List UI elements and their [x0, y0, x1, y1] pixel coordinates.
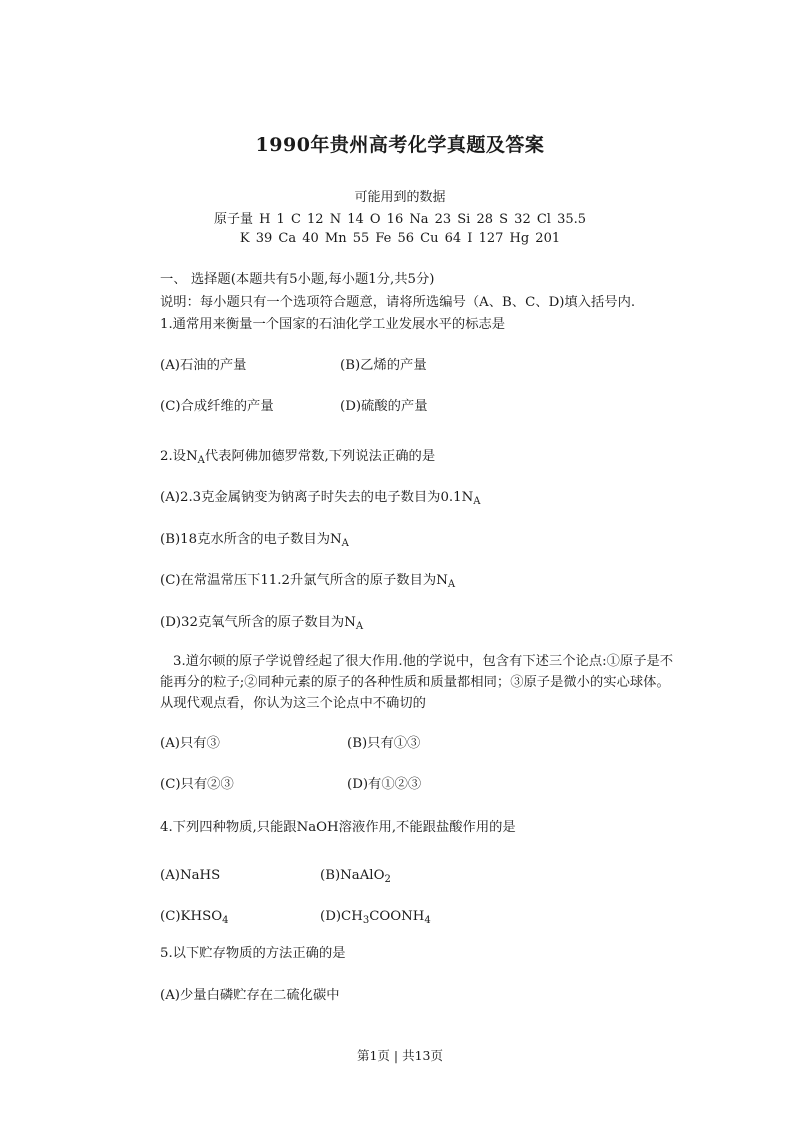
atomic-mass-row-2: K 39 Ca 40 Mn 55 Fe 56 Cu 64 I 127 Hg 201: [239, 231, 561, 246]
question-3-stem: 3.道尔顿的原子学说曾经起了很大作用.他的学说中，包含有下述三个论点:①原子是不能再分的粒子;②同种元素的原子的各种性质和质量都相同；③原子是微小的实心球体。从现代观点看，你认为这三个论点中不确切的: [160, 654, 674, 711]
section-instruction: 说明：每小题只有一个选项符合题意，请将所选编号（A、B、C、D)填入括号内.: [160, 295, 636, 310]
q2-option-d: (D)32克氧气所含的原子数目为$N_A$: [160, 615, 364, 632]
page-footer: 第1页 | 共13页: [356, 1048, 444, 1063]
q1-option-a: (A)石油的产量: [160, 358, 247, 373]
q4-option-c: $(C)KHSO_4$: [160, 909, 229, 926]
page-title: 1990年贵州高考化学真题及答案: [255, 134, 545, 156]
question-4-stem: 4.下列四种物质,只能跟NaOH溶液作用,不能跟盐酸作用的是: [160, 820, 516, 835]
question-5-stem: 5.以下贮存物质的方法正确的是: [160, 946, 346, 961]
atomic-mass-row-1: 原子量 H 1 C 12 N 14 O 16 Na 23 Si 28 S 32 Cl 35.5: [213, 212, 587, 227]
q3-option-d: (D)有①②③: [347, 777, 422, 792]
section-heading: 一、 选择题(本题共有5小题,每小题1分,共5分): [160, 272, 435, 287]
q3-option-a: (A)只有③: [160, 736, 220, 751]
q1-option-c: (C)合成纤维的产量: [160, 399, 274, 414]
q4-option-d: $(D)CH_3COONH_4$: [320, 909, 431, 926]
question-2-stem: 2.设$N_A$代表阿佛加德罗常数,下列说法正确的是: [160, 449, 436, 466]
q3-option-b: (B)只有①③: [347, 736, 421, 751]
q2-option-a: (A)2.3克金属钠变为钠离子时失去的电子数目为$0.1N_A$: [160, 490, 481, 507]
q5-option-a: (A)少量白磷贮存在二硫化碳中: [160, 988, 340, 1003]
q2-option-c: (C)在常温常压下11.2升氯气所含的原子数目为$N_A$: [160, 573, 456, 590]
question-1-stem: 1.通常用来衡量一个国家的石油化学工业发展水平的标志是: [160, 317, 506, 332]
q1-option-b: (B)乙烯的产量: [340, 358, 427, 373]
q4-option-b: (B)NaAlO$_2$: [320, 868, 391, 885]
q4-option-a: (A)NaHS: [160, 868, 221, 883]
atomic-mass-heading: 可能用到的数据: [354, 190, 446, 205]
q3-option-c: (C)只有②③: [160, 777, 234, 792]
q1-option-d: (D)硫酸的产量: [340, 399, 428, 414]
q2-option-b: (B)18克水所含的电子数目为$N_A$: [160, 532, 349, 549]
